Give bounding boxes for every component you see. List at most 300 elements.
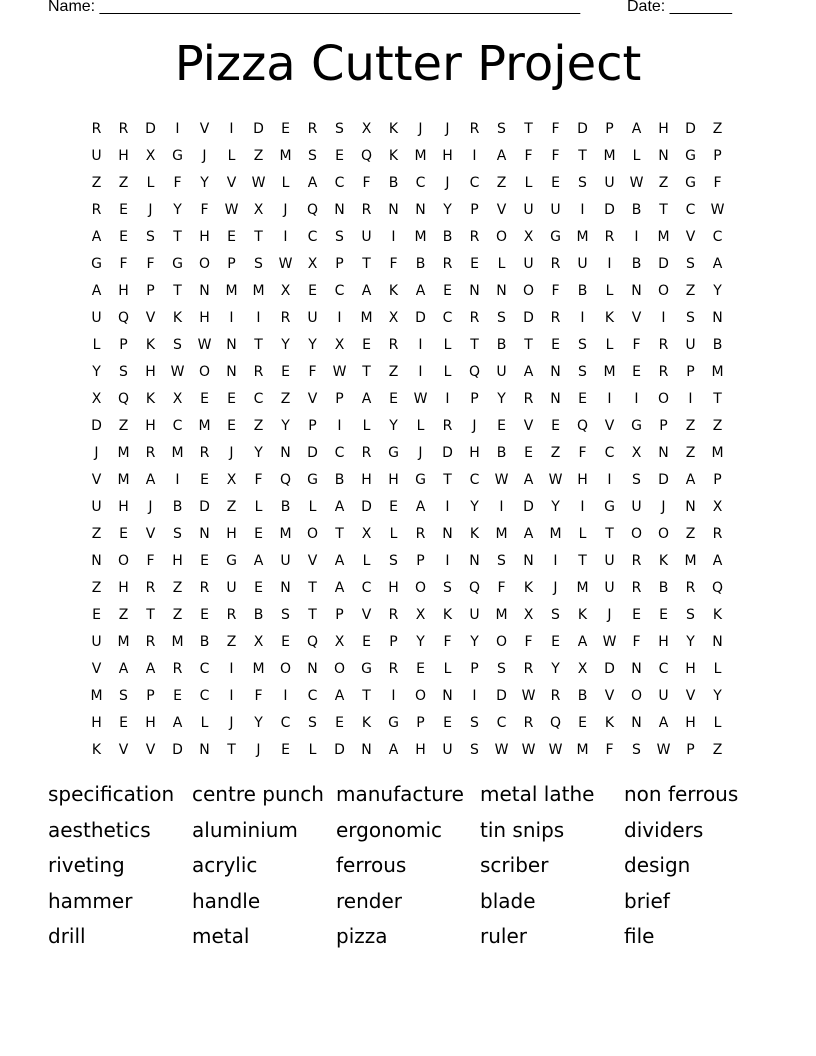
grid-letter: X xyxy=(172,390,183,407)
grid-letter: D xyxy=(658,471,669,488)
grid-letter: Z xyxy=(685,282,696,299)
grid-letter: L xyxy=(200,714,209,731)
grid-letter: U xyxy=(523,255,534,272)
grid-letter: Z xyxy=(280,390,291,407)
grid-letter: A xyxy=(523,471,534,488)
grid-letter: P xyxy=(227,255,236,272)
grid-letter: Z xyxy=(226,633,237,650)
grid-letter: S xyxy=(389,552,398,569)
grid-letter: K xyxy=(523,579,534,596)
grid-letter: O xyxy=(414,579,427,596)
grid-letter: Z xyxy=(658,174,669,191)
grid-letter: B xyxy=(631,201,642,218)
grid-letter: T xyxy=(605,525,614,542)
grid-letter: Y xyxy=(254,444,263,461)
grid-letter: N xyxy=(550,363,561,380)
grid-letter: E xyxy=(227,390,236,407)
grid-letter: Z xyxy=(685,525,696,542)
grid-letter: F xyxy=(389,255,398,272)
grid-letter: R xyxy=(253,363,264,380)
grid-letter: V xyxy=(604,417,615,434)
grid-letter: E xyxy=(227,417,236,434)
grid-letter: L xyxy=(281,174,290,191)
word-list-item: tin snips xyxy=(480,817,565,842)
grid-letter: Y xyxy=(470,633,479,650)
grid-letter: R xyxy=(658,363,669,380)
grid-letter: U xyxy=(658,687,669,704)
grid-letter: R xyxy=(469,309,480,326)
grid-letter: K xyxy=(361,714,372,731)
grid-letter: B xyxy=(199,633,210,650)
grid-letter: U xyxy=(496,363,507,380)
grid-letter: F xyxy=(551,282,560,299)
grid-letter: M xyxy=(549,525,562,542)
grid-letter: W xyxy=(548,741,563,758)
grid-letter: D xyxy=(523,309,534,326)
grid-letter: K xyxy=(145,390,156,407)
grid-letter: X xyxy=(388,309,399,326)
grid-letter: A xyxy=(334,579,345,596)
grid-letter: D xyxy=(361,498,372,515)
grid-letter: E xyxy=(119,201,128,218)
grid-letter: D xyxy=(91,417,102,434)
grid-letter: W xyxy=(251,174,266,191)
grid-letter: W xyxy=(494,741,509,758)
grid-letter: N xyxy=(280,579,291,596)
grid-letter: G xyxy=(172,255,183,272)
grid-letter: M xyxy=(576,579,589,596)
grid-letter: S xyxy=(632,471,641,488)
grid-letter: G xyxy=(361,660,372,677)
grid-letter: D xyxy=(199,498,210,515)
date-field-label: Date: _______ xyxy=(627,0,732,15)
word-list-item: scriber xyxy=(480,853,549,877)
grid-letter: F xyxy=(443,633,452,650)
grid-letter: F xyxy=(632,336,641,353)
grid-letter: Q xyxy=(576,417,589,434)
grid-letter: R xyxy=(604,228,615,245)
grid-letter: E xyxy=(416,660,425,677)
grid-letter: V xyxy=(145,309,156,326)
grid-letter: N xyxy=(631,282,642,299)
grid-letter: Y xyxy=(92,363,101,380)
grid-letter: Z xyxy=(550,444,561,461)
grid-letter: R xyxy=(226,606,237,623)
grid-letter: R xyxy=(550,309,561,326)
grid-letter: E xyxy=(362,336,371,353)
grid-letter: L xyxy=(443,336,452,353)
word-list-item: drill xyxy=(48,924,86,948)
grid-letter: H xyxy=(226,525,237,542)
grid-letter: V xyxy=(361,606,372,623)
grid-letter: E xyxy=(281,120,290,137)
grid-letter: O xyxy=(495,633,508,650)
grid-letter: F xyxy=(605,741,614,758)
grid-letter: P xyxy=(686,741,695,758)
grid-letter: I xyxy=(634,390,639,407)
grid-letter: X xyxy=(307,255,318,272)
grid-letter: M xyxy=(171,444,184,461)
grid-letter: K xyxy=(145,336,156,353)
grid-letter: U xyxy=(550,201,561,218)
grid-letter: F xyxy=(173,174,182,191)
word-list-item: centre punch xyxy=(192,782,324,806)
grid-letter: N xyxy=(631,714,642,731)
grid-letter: E xyxy=(497,417,506,434)
grid-letter: R xyxy=(361,444,372,461)
grid-letter: B xyxy=(253,606,264,623)
grid-letter: J xyxy=(148,498,153,515)
grid-letter: I xyxy=(607,390,612,407)
grid-letter: Y xyxy=(389,417,398,434)
grid-letter: L xyxy=(443,660,452,677)
grid-letter: C xyxy=(334,174,345,191)
grid-letter: H xyxy=(199,309,210,326)
grid-letter: O xyxy=(630,687,643,704)
grid-letter: D xyxy=(577,120,588,137)
grid-letter: D xyxy=(307,444,318,461)
grid-letter: J xyxy=(94,444,99,461)
grid-letter: C xyxy=(469,471,480,488)
grid-letter: E xyxy=(389,498,398,515)
grid-letter: A xyxy=(91,228,102,245)
grid-letter: P xyxy=(659,417,668,434)
grid-letter: V xyxy=(226,174,237,191)
grid-letter: A xyxy=(712,552,723,569)
letter-grid xyxy=(83,115,731,763)
grid-letter: U xyxy=(361,228,372,245)
grid-letter: A xyxy=(361,390,372,407)
grid-letter: O xyxy=(495,228,508,245)
grid-letter: B xyxy=(388,174,399,191)
grid-letter: R xyxy=(523,714,534,731)
grid-letter: R xyxy=(469,228,480,245)
grid-letter: Q xyxy=(468,579,481,596)
grid-letter: V xyxy=(145,525,156,542)
grid-letter: N xyxy=(685,498,696,515)
grid-letter: P xyxy=(470,660,479,677)
grid-letter: S xyxy=(335,120,344,137)
grid-letter: F xyxy=(146,255,155,272)
grid-letter: X xyxy=(577,660,588,677)
grid-letter: I xyxy=(580,201,585,218)
grid-letter: X xyxy=(415,606,426,623)
grid-letter: X xyxy=(334,633,345,650)
grid-letter: N xyxy=(442,525,453,542)
grid-letter: X xyxy=(523,606,534,623)
grid-letter: Z xyxy=(118,606,129,623)
grid-letter: Z xyxy=(91,579,102,596)
grid-letter: E xyxy=(632,363,641,380)
grid-letter: R xyxy=(145,444,156,461)
grid-letter: Z xyxy=(712,741,723,758)
grid-letter: R xyxy=(91,120,102,137)
grid-letter: W xyxy=(548,471,563,488)
grid-letter: Z xyxy=(685,444,696,461)
grid-letter: C xyxy=(172,417,183,434)
grid-letter: U xyxy=(91,498,102,515)
grid-letter: S xyxy=(470,741,479,758)
grid-letter: Y xyxy=(173,201,182,218)
grid-letter: V xyxy=(199,120,210,137)
grid-letter: M xyxy=(252,282,265,299)
grid-letter: T xyxy=(308,579,317,596)
grid-letter: G xyxy=(631,417,642,434)
grid-letter: S xyxy=(497,120,506,137)
grid-letter: I xyxy=(472,687,477,704)
grid-letter: N xyxy=(226,336,237,353)
page-title: Pizza Cutter Project xyxy=(174,36,642,92)
grid-letter: K xyxy=(91,741,102,758)
grid-letter: N xyxy=(469,552,480,569)
grid-letter: C xyxy=(253,390,264,407)
grid-letter: M xyxy=(414,228,427,245)
grid-letter: T xyxy=(254,336,263,353)
grid-letter: P xyxy=(335,390,344,407)
grid-letter: A xyxy=(145,471,156,488)
grid-letter: A xyxy=(523,363,534,380)
grid-letter: S xyxy=(686,309,695,326)
grid-letter: Y xyxy=(497,390,506,407)
grid-letter: Q xyxy=(549,714,562,731)
grid-letter: M xyxy=(657,228,670,245)
word-list-item: ferrous xyxy=(336,853,407,877)
grid-letter: X xyxy=(361,525,372,542)
grid-letter: R xyxy=(442,417,453,434)
grid-letter: A xyxy=(307,174,318,191)
grid-letter: W xyxy=(629,174,644,191)
grid-letter: W xyxy=(521,741,536,758)
grid-letter: I xyxy=(229,687,234,704)
grid-letter: D xyxy=(145,120,156,137)
grid-letter: U xyxy=(280,552,291,569)
grid-letter: S xyxy=(551,606,560,623)
grid-letter: R xyxy=(442,255,453,272)
grid-letter: Y xyxy=(254,714,263,731)
grid-letter: R xyxy=(658,336,669,353)
grid-letter: P xyxy=(713,147,722,164)
grid-letter: V xyxy=(307,552,318,569)
grid-letter: I xyxy=(472,147,477,164)
grid-letter: U xyxy=(604,552,615,569)
grid-letter: F xyxy=(713,174,722,191)
grid-letter: P xyxy=(470,390,479,407)
grid-letter: G xyxy=(685,174,696,191)
grid-letter: A xyxy=(361,282,372,299)
grid-letter: J xyxy=(661,498,666,515)
grid-letter: H xyxy=(577,471,588,488)
grid-letter: S xyxy=(578,363,587,380)
grid-letter: V xyxy=(307,390,318,407)
grid-letter: U xyxy=(604,579,615,596)
grid-letter: I xyxy=(175,471,180,488)
grid-letter: U xyxy=(91,633,102,650)
grid-letter: M xyxy=(360,309,373,326)
grid-letter: D xyxy=(496,687,507,704)
grid-letter: W xyxy=(170,363,185,380)
grid-letter: T xyxy=(335,525,344,542)
grid-letter: K xyxy=(442,606,453,623)
grid-letter: S xyxy=(308,714,317,731)
grid-letter: H xyxy=(658,120,669,137)
grid-letter: S xyxy=(119,363,128,380)
grid-letter: Q xyxy=(711,579,724,596)
grid-letter: D xyxy=(415,309,426,326)
grid-letter: W xyxy=(521,687,536,704)
grid-letter: D xyxy=(604,201,615,218)
grid-letter: R xyxy=(91,201,102,218)
grid-letter: O xyxy=(657,390,670,407)
word-list-item: hammer xyxy=(48,888,133,913)
grid-letter: A xyxy=(685,471,696,488)
grid-letter: T xyxy=(659,201,668,218)
grid-letter: L xyxy=(497,255,506,272)
grid-letter: R xyxy=(523,390,534,407)
grid-letter: P xyxy=(146,687,155,704)
grid-letter: U xyxy=(91,147,102,164)
grid-letter: E xyxy=(551,633,560,650)
grid-letter: X xyxy=(253,201,264,218)
grid-letter: K xyxy=(469,525,480,542)
grid-letter: I xyxy=(607,471,612,488)
grid-letter: A xyxy=(118,660,129,677)
grid-letter: Z xyxy=(226,498,237,515)
grid-letter: I xyxy=(391,228,396,245)
grid-letter: H xyxy=(658,633,669,650)
word-list-item: manufacture xyxy=(336,782,464,806)
grid-letter: D xyxy=(685,120,696,137)
grid-letter: I xyxy=(580,498,585,515)
grid-letter: Y xyxy=(470,498,479,515)
grid-letter: L xyxy=(362,552,371,569)
grid-letter: B xyxy=(496,444,507,461)
grid-letter: O xyxy=(198,363,211,380)
grid-letter: J xyxy=(256,741,261,758)
grid-letter: V xyxy=(631,309,642,326)
grid-letter: E xyxy=(281,363,290,380)
grid-letter: N xyxy=(226,363,237,380)
grid-letter: J xyxy=(202,147,207,164)
grid-letter: Y xyxy=(551,660,560,677)
word-list-item: specification xyxy=(48,782,175,806)
grid-letter: S xyxy=(578,336,587,353)
grid-letter: Z xyxy=(118,417,129,434)
grid-letter: I xyxy=(229,660,234,677)
grid-letter: T xyxy=(470,336,479,353)
grid-letter: E xyxy=(551,174,560,191)
word-list-item: render xyxy=(336,888,402,913)
grid-letter: K xyxy=(658,552,669,569)
grid-letter: C xyxy=(685,201,696,218)
grid-letter: M xyxy=(684,552,697,569)
grid-letter: T xyxy=(227,741,236,758)
grid-letter: E xyxy=(578,714,587,731)
grid-letter: P xyxy=(416,552,425,569)
grid-letter: D xyxy=(442,444,453,461)
grid-letter: S xyxy=(173,525,182,542)
grid-letter: M xyxy=(90,687,103,704)
grid-letter: E xyxy=(335,147,344,164)
word-list-item: dividers xyxy=(624,817,704,842)
grid-letter: R xyxy=(307,120,318,137)
grid-letter: W xyxy=(602,633,617,650)
grid-letter: A xyxy=(496,147,507,164)
grid-letter: H xyxy=(145,417,156,434)
grid-letter: K xyxy=(388,120,399,137)
grid-letter: Y xyxy=(686,633,695,650)
grid-letter: M xyxy=(414,147,427,164)
grid-letter: B xyxy=(496,336,507,353)
word-list-item: metal xyxy=(192,924,250,948)
grid-letter: S xyxy=(578,174,587,191)
word-list-item: design xyxy=(624,853,691,877)
grid-letter: H xyxy=(388,471,399,488)
grid-letter: A xyxy=(334,552,345,569)
grid-letter: T xyxy=(362,687,371,704)
grid-letter: A xyxy=(172,714,183,731)
grid-letter: O xyxy=(657,282,670,299)
grid-letter: C xyxy=(199,660,210,677)
grid-letter: I xyxy=(499,498,504,515)
grid-letter: E xyxy=(362,633,371,650)
grid-letter: C xyxy=(334,282,345,299)
grid-letter: W xyxy=(413,390,428,407)
grid-letter: L xyxy=(713,660,722,677)
grid-letter: B xyxy=(442,228,453,245)
grid-letter: R xyxy=(631,552,642,569)
grid-letter: R xyxy=(145,579,156,596)
grid-letter: B xyxy=(658,579,669,596)
grid-letter: B xyxy=(280,498,291,515)
grid-letter: L xyxy=(578,525,587,542)
grid-letter: T xyxy=(578,552,587,569)
grid-letter: T xyxy=(173,282,182,299)
word-list xyxy=(48,778,768,956)
grid-letter: E xyxy=(200,390,209,407)
grid-letter: R xyxy=(388,606,399,623)
grid-letter: A xyxy=(253,552,264,569)
grid-letter: N xyxy=(334,201,345,218)
grid-letter: U xyxy=(442,741,453,758)
grid-letter: O xyxy=(333,660,346,677)
grid-letter: M xyxy=(252,660,265,677)
grid-letter: N xyxy=(280,444,291,461)
grid-letter: P xyxy=(335,606,344,623)
grid-letter: H xyxy=(145,714,156,731)
grid-letter: E xyxy=(281,633,290,650)
grid-letter: C xyxy=(442,309,453,326)
grid-letter: E xyxy=(227,228,236,245)
grid-letter: I xyxy=(418,363,423,380)
grid-letter: J xyxy=(148,201,153,218)
grid-letter: N xyxy=(658,444,669,461)
grid-letter: L xyxy=(605,282,614,299)
grid-letter: N xyxy=(307,660,318,677)
grid-letter: C xyxy=(496,714,507,731)
grid-letter: T xyxy=(578,147,587,164)
grid-letter: A xyxy=(91,282,102,299)
grid-letter: Z xyxy=(253,417,264,434)
grid-letter: W xyxy=(656,741,671,758)
grid-letter: N xyxy=(496,282,507,299)
name-field-label: Name: ______________________________________________________ xyxy=(48,0,581,15)
grid-letter: M xyxy=(495,606,508,623)
grid-letter: K xyxy=(604,309,615,326)
grid-letter: J xyxy=(418,120,423,137)
grid-letter: S xyxy=(146,228,155,245)
grid-letter: P xyxy=(335,255,344,272)
grid-letter: B xyxy=(415,255,426,272)
